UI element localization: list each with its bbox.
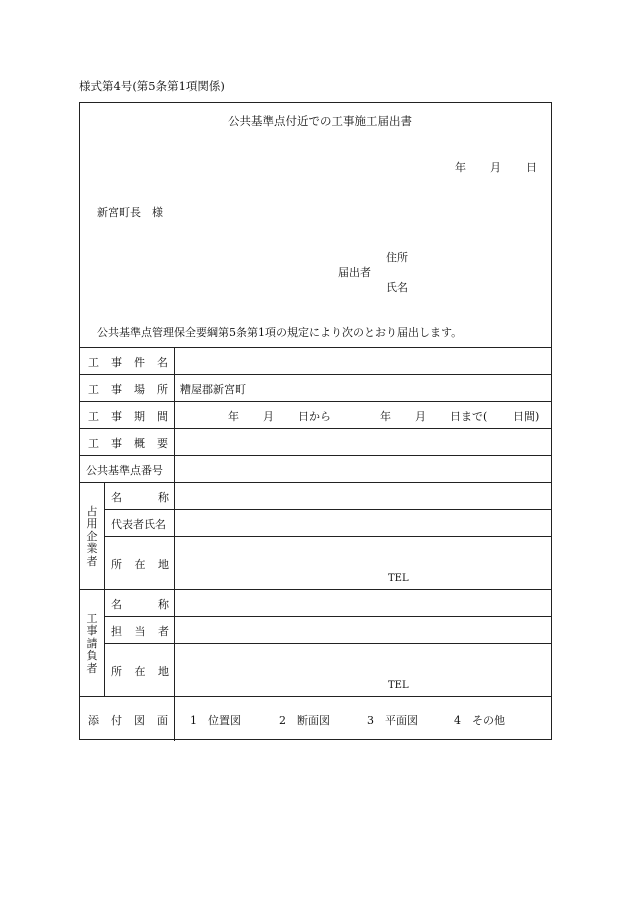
attachment-item-plan: 3 平面図	[367, 714, 418, 727]
attachment-item-section: 2 断面図	[279, 714, 330, 727]
attachments-label: 添 付 図 面	[88, 714, 168, 727]
work-summary-label: 工 事 概 要	[88, 437, 168, 450]
address-label: 住所	[386, 251, 408, 264]
form-title: 公共基準点付近での工事施工届出書	[228, 114, 412, 128]
occupant-company-group-label: 占 用 企 業 者	[86, 505, 98, 568]
benchmark-number-field[interactable]	[180, 462, 545, 478]
name-label: 氏名	[386, 281, 408, 294]
attachment-item-other: 4 その他	[454, 714, 505, 727]
period-from: 日から	[298, 410, 331, 423]
period-month2: 月	[415, 410, 426, 423]
contractor-tel-label: TEL	[388, 680, 409, 691]
statement-text: 公共基準点管理保全要綱第5条第1項の規定により次のとおり届出します。	[97, 326, 463, 339]
period-days: 日間)	[513, 410, 540, 423]
date-year-label: 年	[455, 161, 466, 174]
contractor-person-label: 担 当 者	[111, 625, 169, 638]
period-year2: 年	[380, 410, 391, 423]
date-month-label: 月	[490, 161, 501, 174]
contractor-location-label: 所 在 地	[111, 665, 169, 678]
work-period-label: 工 事 期 間	[88, 410, 168, 423]
work-summary-field[interactable]	[180, 435, 545, 451]
period-year1: 年	[228, 410, 239, 423]
work-name-label: 工 事 件 名	[88, 356, 168, 369]
benchmark-number-label: 公共基準点番号	[86, 464, 163, 477]
work-place-field[interactable]: 糟屋郡新宮町	[180, 383, 246, 396]
date-day-label: 日	[526, 161, 537, 174]
work-place-label: 工 事 場 所	[88, 383, 168, 396]
notifier-label: 届出者	[338, 266, 371, 279]
notification-form	[79, 102, 552, 740]
period-month1: 月	[263, 410, 274, 423]
occupant-location-label: 所 在 地	[111, 558, 169, 571]
period-until: 日まで(	[450, 410, 488, 423]
contractor-name-label: 名 称	[111, 598, 169, 611]
form-reference: 様式第4号(第5条第1項関係)	[79, 79, 225, 93]
work-name-field[interactable]	[180, 354, 545, 370]
occupant-tel-label: TEL	[388, 573, 409, 584]
occupant-rep-label: 代表者氏名	[111, 518, 166, 531]
contractor-group-label: 工 事 請 負 者	[86, 612, 98, 675]
attachment-item-location: 1 位置図	[190, 714, 241, 727]
addressee: 新宮町長 様	[97, 206, 163, 219]
occupant-name-label: 名 称	[111, 491, 169, 504]
